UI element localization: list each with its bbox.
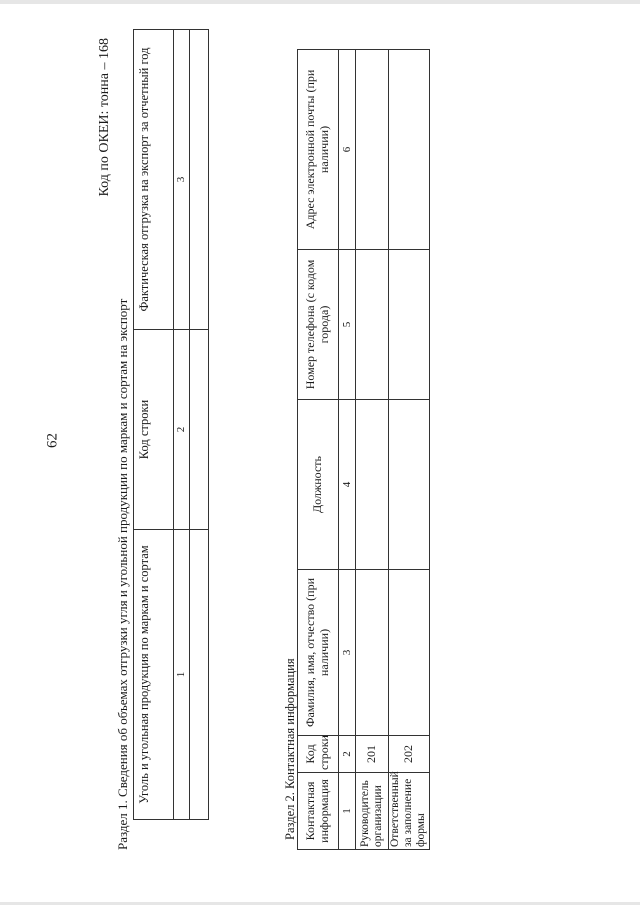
table-cell[interactable] bbox=[356, 570, 389, 736]
section2-title: Раздел 2. Контактная информация bbox=[283, 658, 297, 840]
section1-title: Раздел 1. Сведения об объемах отгрузки угля и угольной продукции по маркам и сортам на экспорт bbox=[115, 298, 130, 850]
section1-table bbox=[133, 29, 209, 820]
table-header-row bbox=[134, 30, 174, 820]
col-header-line-code: Код строки bbox=[298, 736, 339, 773]
table-row bbox=[356, 50, 389, 850]
col-header-phone: Номер телефона (с кодом города) bbox=[298, 250, 339, 400]
table-cell[interactable] bbox=[356, 50, 389, 250]
col-number: 2 bbox=[339, 736, 356, 773]
table-cell[interactable] bbox=[389, 400, 430, 570]
col-header-products: Уголь и угольная продукция по маркам и сортам bbox=[134, 530, 174, 820]
col-header-contact-info: Контактная информация bbox=[298, 773, 339, 850]
col-number: 1 bbox=[174, 530, 190, 820]
row-code: 202 bbox=[389, 736, 430, 773]
page-number: 62 bbox=[44, 433, 61, 448]
col-number: 6 bbox=[339, 50, 356, 250]
col-number: 3 bbox=[339, 570, 356, 736]
col-number: 2 bbox=[174, 330, 190, 530]
rotated-page-content bbox=[25, 30, 615, 850]
column-numbers-row bbox=[339, 50, 356, 850]
row-code: 201 bbox=[356, 736, 389, 773]
row-label-head-of-organization: Руководитель организации bbox=[356, 773, 389, 850]
column-numbers-row bbox=[174, 30, 190, 820]
col-header-email: Адрес электронной почты (при наличии) bbox=[298, 50, 339, 250]
table-cell[interactable] bbox=[356, 400, 389, 570]
col-header-position: Должность bbox=[298, 400, 339, 570]
table-cell[interactable] bbox=[389, 570, 430, 736]
table-row bbox=[190, 30, 209, 820]
col-header-full-name: Фамилия, имя, отчество (при наличии) bbox=[298, 570, 339, 736]
row-label-responsible-person: Ответственный за заполнение формы bbox=[389, 773, 430, 850]
table-header-row bbox=[298, 50, 339, 850]
table-cell[interactable] bbox=[356, 250, 389, 400]
col-number: 1 bbox=[339, 773, 356, 850]
table-cell[interactable] bbox=[389, 250, 430, 400]
table-cell[interactable] bbox=[389, 50, 430, 250]
col-header-line-code: Код строки bbox=[134, 330, 174, 530]
table-cell[interactable] bbox=[190, 330, 209, 530]
table-cell[interactable] bbox=[190, 530, 209, 820]
col-number: 3 bbox=[174, 30, 190, 330]
okei-code: Код по ОКЕИ: тонна – 168 bbox=[97, 38, 112, 197]
table-cell[interactable] bbox=[190, 30, 209, 330]
col-number: 4 bbox=[339, 400, 356, 570]
col-header-actual-shipment: Фактическая отгрузка на экспорт за отчетный год bbox=[134, 30, 174, 330]
col-number: 5 bbox=[339, 250, 356, 400]
table-row bbox=[389, 50, 430, 850]
page-top-edge bbox=[0, 0, 640, 4]
section2-table bbox=[297, 49, 430, 850]
